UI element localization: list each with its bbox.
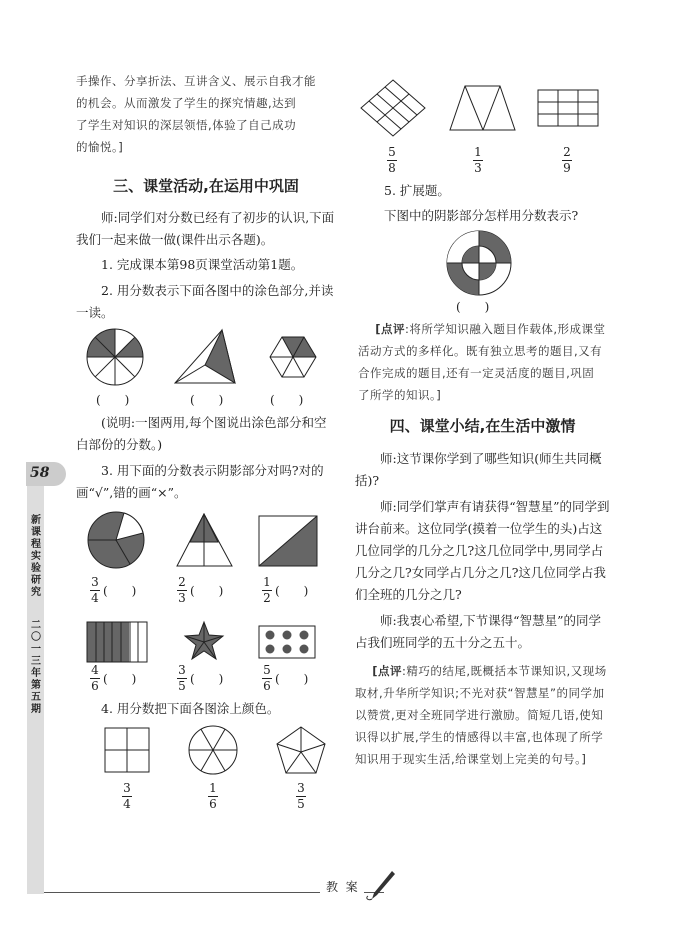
hexagon-figure: [270, 337, 316, 377]
figure-row-3: [82, 618, 332, 668]
pen-icon: [362, 868, 398, 904]
answer-blank[interactable]: ( ): [275, 672, 309, 686]
dots-rectangle-figure: [259, 626, 315, 658]
trapezoid-figure: [450, 86, 515, 130]
comment-1: [358, 318, 606, 406]
fraction-label: 1 6: [209, 781, 217, 811]
journal-name: 新课程实验研究: [31, 515, 41, 598]
comment-2-text: :精巧的结尾,既概括本节课知识,又现场取材,升华所学知识;不光对获“智慧星”的同学加以赞赏,更对全班同学进行激励。简短几语,使知识得以扩展,学生的情感得以丰富,也体现了所学知识用于现实生活,给课堂划上完美的句号。]: [355, 664, 607, 766]
fraction-label: 3 5: [297, 781, 305, 811]
triangle-figure: [175, 330, 235, 383]
fraction-label: 3 4: [91, 575, 99, 605]
footer-label: 教 案: [320, 878, 364, 895]
intro-line: 的愉悦。]: [76, 140, 124, 154]
paragraph: 师:这节课你学到了哪些知识(师生共同概括)?: [355, 451, 602, 488]
star-figure: [185, 622, 223, 659]
answer-blank[interactable]: ( ): [270, 393, 304, 407]
six-part-circle-figure: [189, 726, 237, 774]
section4-title: 四、课堂小结,在生活中激情: [389, 417, 576, 435]
answer-blank[interactable]: ( ): [103, 672, 137, 686]
answer-blank[interactable]: ( ): [103, 584, 137, 598]
answer-blank[interactable]: ( ): [190, 393, 224, 407]
paragraph: 师:同学们掌声有请获得“智慧星”的同学到讲台前来。这位同学(摸着一位学生的头)占这几位同学的几分之几?这几位同学中,男同学占几分之几?女同学占几分之几?这几位同学占我们全班的几分之几?: [355, 499, 610, 602]
triangle-figure-2: [177, 514, 232, 566]
fraction-label: 3 5: [178, 663, 186, 693]
comment-2: [355, 660, 607, 770]
grid-rectangle-figure: [538, 90, 598, 126]
intro-line: 手操作、分享折法、互讲含义、展示自我才能: [76, 74, 316, 88]
answer-blank[interactable]: ( ): [190, 584, 224, 598]
answer-blank[interactable]: ( ): [456, 300, 490, 314]
item-5: 5. 扩展题。: [384, 183, 450, 198]
target-circle-figure: [444, 228, 514, 298]
item-4: 4. 用分数把下面各图涂上颜色。: [101, 701, 280, 716]
fraction-label: 1 2: [263, 575, 271, 605]
intro-line: 的机会。从而激发了学生的探究情趣,达到: [76, 96, 297, 110]
figure-row-2: [82, 510, 332, 570]
figure-row-4: [95, 724, 335, 779]
item-3: 3. 用下面的分数表示阴影部分对吗?对的画“√”,错的画“×”。: [76, 463, 324, 500]
comment-1-label: [点评: [375, 322, 406, 336]
item-2: 2. 用分数表示下面各图中的涂色部分,并读一读。: [76, 283, 334, 320]
item-5-question: 下图中的阴影部分怎样用分数表示?: [384, 208, 579, 223]
intro-line: 了学生对知识的深层领悟,体验了自己成功: [76, 118, 297, 132]
item-1: 1. 完成课本第98页课堂活动第1题。: [101, 257, 304, 272]
rectangle-figure: [259, 516, 317, 566]
pie-figure: [88, 512, 144, 568]
fraction-label: 3 4: [123, 781, 131, 811]
paragraph: 师:同学们对分数已经有了初步的认识,下面我们一起来做一做(课件出示各题)。: [76, 210, 335, 247]
octant-circle-figure: [87, 329, 143, 385]
fraction-label: 2 9: [563, 145, 571, 175]
page-number: 58: [30, 465, 50, 481]
diamond-grid-figure: [361, 80, 425, 136]
figure-row-1: [80, 325, 330, 390]
comment-2-label: [点评: [372, 664, 403, 678]
journal-issue: 二〇一三年第五期: [31, 620, 41, 715]
pentagon-figure: [277, 727, 325, 773]
answer-blank[interactable]: ( ): [96, 393, 130, 407]
fraction-label: 5 6: [263, 663, 271, 693]
fraction-label: 1 3: [474, 145, 482, 175]
figure-row-right-top: [355, 78, 620, 138]
square-grid-figure: [105, 728, 149, 772]
note: (说明:一图两用,每个图说出涂色部分和空白部份的分数。): [76, 415, 327, 452]
striped-rectangle-figure: [87, 622, 147, 662]
fraction-label: 4 6: [91, 663, 99, 693]
answer-blank[interactable]: ( ): [275, 584, 309, 598]
paragraph: 师:我衷心希望,下节课得“智慧星”的同学占我们班同学的五十分之五十。: [355, 613, 601, 650]
answer-blank[interactable]: ( ): [190, 672, 224, 686]
section3-title: 三、课堂活动,在运用中巩固: [113, 177, 299, 195]
intro-text: [76, 70, 336, 158]
comment-1-text: :将所学知识融入题目作载体,形成课堂活动方式的多样化。既有独立思考的题目,又有合作完成的题目,还有一定灵活度的题目,巩固了所学的知识。]: [358, 322, 606, 402]
fraction-label: 2 3: [178, 575, 186, 605]
fraction-label: 5 8: [388, 145, 396, 175]
